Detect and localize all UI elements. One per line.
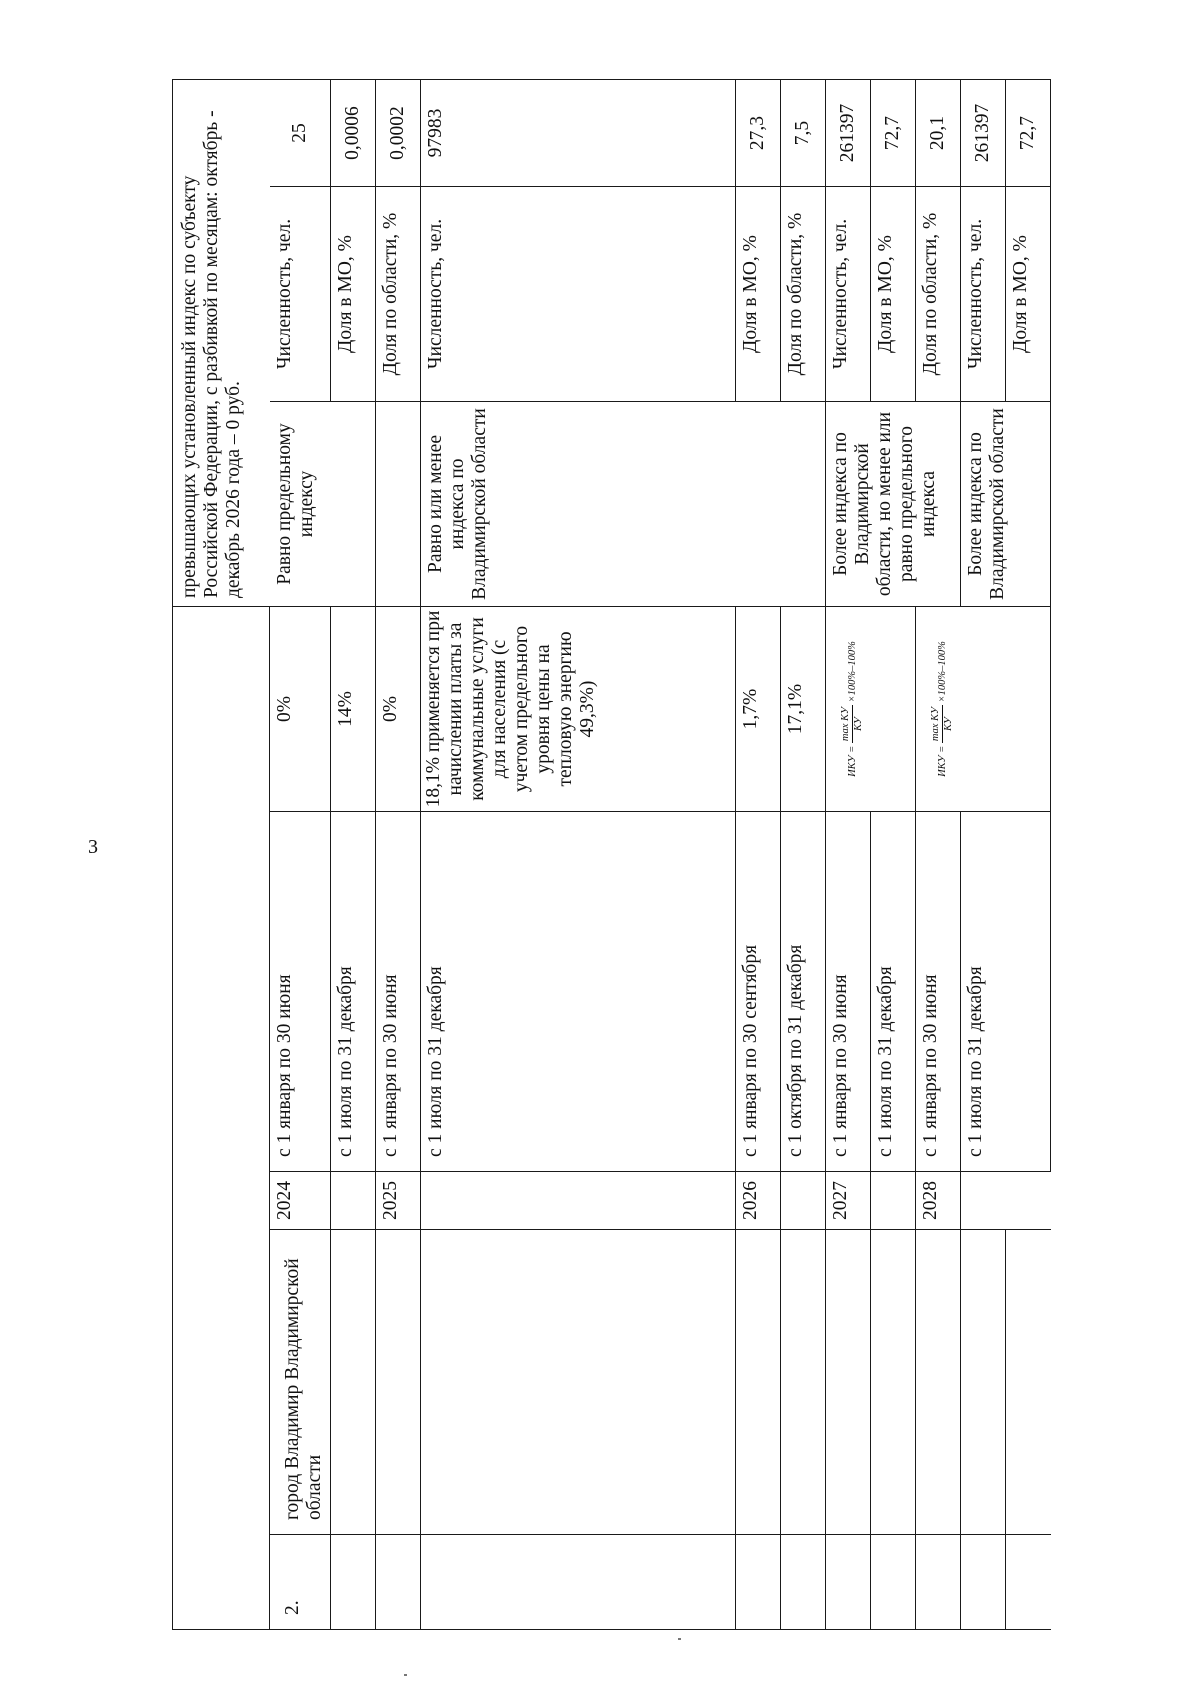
index-value: 18,1% применяется при начислении платы за коммунальные услуги для населения (с учетом предельного уровня цены на тепловую энергию 49,3%) xyxy=(421,607,736,812)
metric-value: 0,0006 xyxy=(331,79,376,186)
formula-lhs: ИКУ xyxy=(846,755,858,777)
period-range: с 1 июля по 31 декабря xyxy=(961,812,1051,1172)
table-row xyxy=(781,79,826,1629)
metric-value: 261397 xyxy=(826,79,871,186)
formula-numerator: max КУ xyxy=(840,707,852,742)
tariff-index-table xyxy=(172,79,1051,1630)
formula-fraction xyxy=(840,705,865,743)
year-label: 2025 xyxy=(376,1172,421,1230)
year-label: 2024 xyxy=(270,1172,331,1230)
index-value: 0% xyxy=(376,607,421,812)
metric-label: Доля в МО, % xyxy=(1006,187,1051,402)
table-row xyxy=(826,79,871,1629)
table-row xyxy=(961,79,1006,1629)
metric-label: Доля по области, % xyxy=(376,187,421,402)
scan-speck xyxy=(678,1638,681,1640)
metric-value: 72,7 xyxy=(871,79,916,186)
year-label: 2026 xyxy=(736,1172,781,1230)
category-label: Более индекса по Владимирской области, но менее или равно предельного индекса xyxy=(826,402,961,607)
table-row xyxy=(376,79,421,1629)
period-range: с 1 октября по 31 декабря xyxy=(781,812,826,1172)
metric-label: Доля в МО, % xyxy=(871,187,916,402)
formula-denominator: КУ xyxy=(852,717,864,732)
formula-numerator: max КУ xyxy=(930,707,942,742)
table-row xyxy=(331,79,376,1629)
year-label: 2027 xyxy=(826,1172,871,1230)
period-range: с 1 января по 30 сентября xyxy=(736,812,781,1172)
metric-label: Доля в МО, % xyxy=(331,187,376,402)
metric-value: 0,0002 xyxy=(376,79,421,186)
page-number: 3 xyxy=(88,836,98,858)
table-row xyxy=(270,79,331,1629)
year-label: 2028 xyxy=(916,1172,961,1230)
table-row xyxy=(421,79,736,1629)
metric-label: Численность, чел. xyxy=(961,187,1006,402)
period-range: с 1 июля по 31 декабря xyxy=(331,812,376,1172)
period-range: с 1 января по 30 июня xyxy=(270,812,331,1172)
metric-value: 25 xyxy=(270,79,331,186)
index-value: 0% xyxy=(270,607,331,812)
metric-label: Доля по области, % xyxy=(781,187,826,402)
row-number: 2. xyxy=(270,1535,331,1630)
metric-label: Доля по области, % xyxy=(916,187,961,402)
metric-label: Численность, чел. xyxy=(270,187,331,402)
period-range: с 1 января по 30 июня xyxy=(376,812,421,1172)
table-top-row xyxy=(173,79,270,1629)
formula-fraction xyxy=(930,705,955,743)
index-value: 1,7% xyxy=(736,607,781,812)
index-formula: ИКУ = max КУ КУ ×100%–100% xyxy=(916,607,1051,812)
rotated-table-page xyxy=(172,80,1112,1630)
metric-value: 27,3 xyxy=(736,79,781,186)
formula-denominator: КУ xyxy=(942,717,954,732)
index-value: 14% xyxy=(331,607,376,812)
table-row xyxy=(736,79,781,1629)
period-range: с 1 июля по 31 декабря xyxy=(421,812,736,1172)
formula-lhs: ИКУ xyxy=(936,755,948,777)
formula-suffix: ×100%–100% xyxy=(936,641,948,703)
metric-value: 20,1 xyxy=(916,79,961,186)
scan-speck xyxy=(404,1674,407,1676)
metric-label: Доля в МО, % xyxy=(736,187,781,402)
metric-value: 97983 xyxy=(421,79,736,186)
period-range: с 1 июля по 31 декабря xyxy=(871,812,916,1172)
table-row xyxy=(916,79,961,1629)
metric-value: 261397 xyxy=(961,79,1006,186)
municipality: город Владимир Владимирской области xyxy=(270,1230,331,1535)
category-label: Равно или менее индекса по Владимирской области xyxy=(421,402,826,607)
index-value: 17,1% xyxy=(781,607,826,812)
category-label: Равно предельному индексу xyxy=(270,402,376,607)
period-range: с 1 января по 30 июня xyxy=(826,812,871,1172)
formula-suffix: ×100%–100% xyxy=(846,641,858,703)
category-label: Более индекса по Владимирской области xyxy=(961,402,1051,607)
metric-label: Численность, чел. xyxy=(421,187,736,402)
table-row xyxy=(871,79,916,1629)
metric-value: 72,7 xyxy=(1006,79,1051,186)
header-note: превышающих установленный индекс по субъекту Российской Федерации, с разбивкой по месяцам: октябрь - декабрь 2026 года – 0 руб. xyxy=(173,79,270,606)
metric-value: 7,5 xyxy=(781,79,826,186)
period-range: с 1 января по 30 июня xyxy=(916,812,961,1172)
index-formula: ИКУ = max КУ КУ ×100%–100% xyxy=(826,607,916,812)
metric-label: Численность, чел. xyxy=(826,187,871,402)
